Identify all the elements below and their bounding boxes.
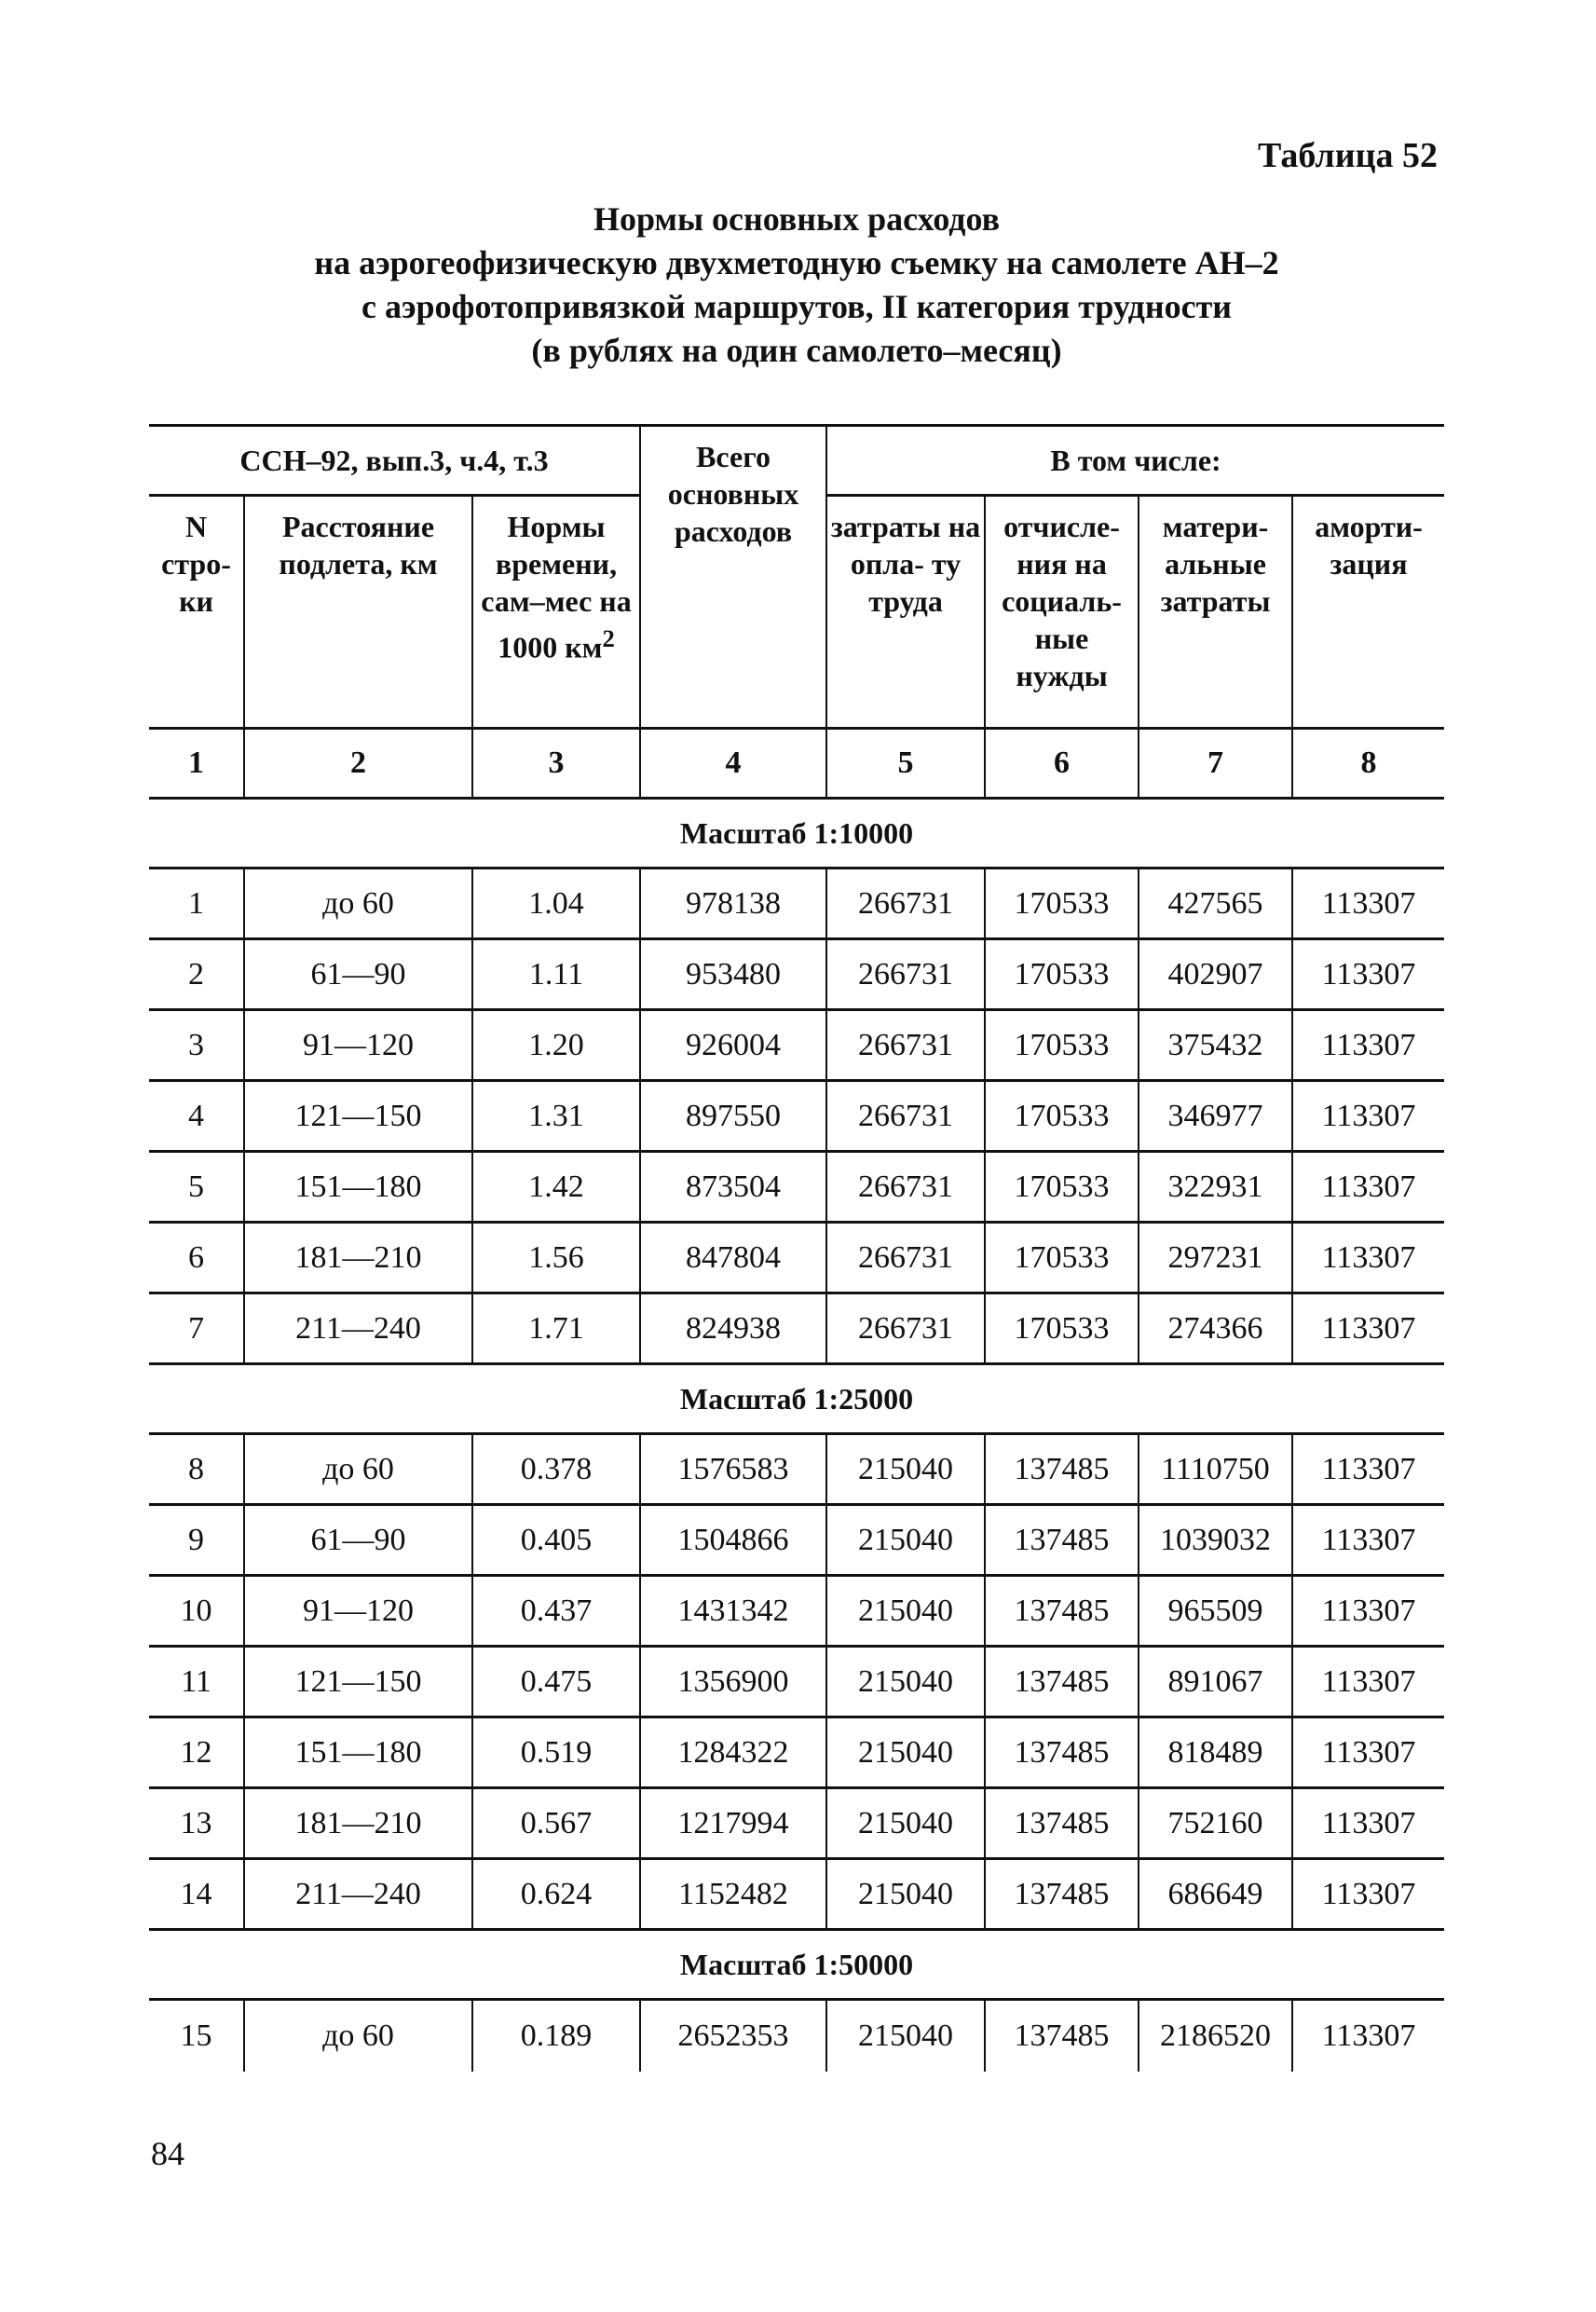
- norms-table: [149, 424, 1444, 2072]
- table-cell: 137485: [985, 1505, 1139, 1576]
- header-row-number: N стро- ки: [161, 510, 231, 618]
- title-line: Нормы основных расходов: [593, 200, 1001, 238]
- header-amortization: аморти- зация: [1292, 496, 1444, 729]
- table-cell: 211—240: [244, 1293, 472, 1364]
- table-cell: 0.567: [472, 1788, 640, 1859]
- table-cell: 891067: [1139, 1647, 1292, 1717]
- table-cell: 215040: [826, 1434, 985, 1505]
- table-cell: 113307: [1292, 1717, 1444, 1788]
- table-cell: 215040: [826, 1647, 985, 1717]
- table-row: [149, 1223, 1444, 1293]
- header-labor-cost: затраты на опла- ту труда: [826, 496, 985, 729]
- table-cell: 1.71: [472, 1293, 640, 1364]
- table-cell: 266731: [826, 1010, 985, 1081]
- table-cell: 10: [149, 1576, 244, 1647]
- title-line: с аэрофотопривязкой маршрутов, II категория трудности: [361, 288, 1232, 325]
- table-cell: 8: [149, 1434, 244, 1505]
- table-cell: 873504: [640, 1152, 826, 1223]
- scale-section-row: [149, 1930, 1444, 2000]
- table-cell: 2186520: [1139, 2000, 1292, 2073]
- column-number-row: [149, 729, 1444, 799]
- table-cell: 113307: [1292, 1223, 1444, 1293]
- table-row: [149, 1576, 1444, 1647]
- table-title: [149, 198, 1444, 373]
- table-row: [149, 1859, 1444, 1930]
- table-cell: 0.405: [472, 1505, 640, 1576]
- table-cell: 121—150: [244, 1647, 472, 1717]
- table-cell: 170533: [985, 1081, 1139, 1152]
- table-cell: до 60: [244, 1434, 472, 1505]
- table-row: [149, 1152, 1444, 1223]
- table-cell: 1217994: [640, 1788, 826, 1859]
- table-cell: 170533: [985, 1152, 1139, 1223]
- table-cell: 1504866: [640, 1505, 826, 1576]
- table-cell: 215040: [826, 2000, 985, 2073]
- table-cell: 137485: [985, 1647, 1139, 1717]
- page-number: 84: [151, 2135, 184, 2172]
- table-cell: 3: [149, 1010, 244, 1081]
- column-number: 2: [244, 729, 472, 799]
- table-cell: 0.189: [472, 2000, 640, 2073]
- table-row: [149, 1010, 1444, 1081]
- table-cell: 0.519: [472, 1717, 640, 1788]
- table-row: [149, 1434, 1444, 1505]
- table-cell: 181—210: [244, 1223, 472, 1293]
- table-cell: 274366: [1139, 1293, 1292, 1364]
- table-cell: 170533: [985, 869, 1139, 939]
- table-cell: 215040: [826, 1576, 985, 1647]
- column-number: 6: [985, 729, 1139, 799]
- table-cell: 113307: [1292, 1434, 1444, 1505]
- table-cell: 266731: [826, 1152, 985, 1223]
- table-cell: 91—120: [244, 1576, 472, 1647]
- table-cell: 11: [149, 1647, 244, 1717]
- table-cell: 266731: [826, 939, 985, 1010]
- header-time-norm: [472, 496, 640, 729]
- table-cell: 151—180: [244, 1717, 472, 1788]
- header-social: отчисле- ния на социаль- ные нужды: [985, 496, 1139, 729]
- table-row: [149, 1788, 1444, 1859]
- table-cell: 215040: [826, 1717, 985, 1788]
- table-cell: 113307: [1292, 939, 1444, 1010]
- table-cell: 926004: [640, 1010, 826, 1081]
- column-number: 7: [1139, 729, 1292, 799]
- table-cell: 170533: [985, 1293, 1139, 1364]
- table-cell: 113307: [1292, 1152, 1444, 1223]
- table-cell: 686649: [1139, 1859, 1292, 1930]
- scale-section-title: Масштаб 1:25000: [149, 1364, 1444, 1434]
- table-cell: 427565: [1139, 869, 1292, 939]
- table-cell: до 60: [244, 869, 472, 939]
- header-time-norm-sup: 2: [602, 624, 615, 652]
- table-cell: 170533: [985, 1223, 1139, 1293]
- table-row: [149, 2000, 1444, 2073]
- table-cell: 824938: [640, 1293, 826, 1364]
- scale-section-title: Масштаб 1:10000: [149, 799, 1444, 869]
- table-cell: 61—90: [244, 1505, 472, 1576]
- table-cell: 0.475: [472, 1647, 640, 1717]
- scale-section-row: [149, 799, 1444, 869]
- table-cell: 0.624: [472, 1859, 640, 1930]
- table-cell: 113307: [1292, 1576, 1444, 1647]
- table-row: [149, 1717, 1444, 1788]
- table-cell: 113307: [1292, 1010, 1444, 1081]
- table-cell: 1110750: [1139, 1434, 1292, 1505]
- table-cell: 137485: [985, 1576, 1139, 1647]
- table-cell: 1.42: [472, 1152, 640, 1223]
- table-cell: 113307: [1292, 1081, 1444, 1152]
- table-cell: 2652353: [640, 2000, 826, 2073]
- table-cell: 113307: [1292, 2000, 1444, 2073]
- title-line: (в рублях на один самолето–месяц): [531, 332, 1062, 369]
- table-cell: 2: [149, 939, 244, 1010]
- table-cell: до 60: [244, 2000, 472, 2073]
- table-cell: 266731: [826, 1293, 985, 1364]
- table-cell: 137485: [985, 1788, 1139, 1859]
- table-label: Таблица 52: [1257, 136, 1438, 175]
- column-number: 1: [149, 729, 244, 799]
- table-cell: 170533: [985, 1010, 1139, 1081]
- table-cell: 170533: [985, 939, 1139, 1010]
- table-cell: 9: [149, 1505, 244, 1576]
- table-cell: 1039032: [1139, 1505, 1292, 1576]
- table-cell: 1: [149, 869, 244, 939]
- table-row: [149, 939, 1444, 1010]
- table-cell: 113307: [1292, 869, 1444, 939]
- table-cell: 266731: [826, 1081, 985, 1152]
- table-cell: 402907: [1139, 939, 1292, 1010]
- table-cell: 322931: [1139, 1152, 1292, 1223]
- table-cell: 1.56: [472, 1223, 640, 1293]
- header-group-including: В том числе:: [826, 426, 1444, 496]
- table-cell: 818489: [1139, 1717, 1292, 1788]
- table-cell: 297231: [1139, 1223, 1292, 1293]
- table-cell: 137485: [985, 1434, 1139, 1505]
- table-cell: 346977: [1139, 1081, 1292, 1152]
- table-cell: 965509: [1139, 1576, 1292, 1647]
- table-cell: 215040: [826, 1505, 985, 1576]
- table-cell: 14: [149, 1859, 244, 1930]
- table-cell: 12: [149, 1717, 244, 1788]
- table-cell: 113307: [1292, 1859, 1444, 1930]
- table-cell: 121—150: [244, 1081, 472, 1152]
- table-cell: 897550: [640, 1081, 826, 1152]
- table-cell: 113307: [1292, 1505, 1444, 1576]
- table-cell: 15: [180, 2018, 212, 2053]
- table-cell: 266731: [826, 869, 985, 939]
- table-cell: 1284322: [640, 1717, 826, 1788]
- table-cell: 0.378: [472, 1434, 640, 1505]
- table-cell: 375432: [1139, 1010, 1292, 1081]
- table-cell: 151—180: [244, 1152, 472, 1223]
- table-cell: 1.11: [472, 939, 640, 1010]
- table-cell: 978138: [640, 869, 826, 939]
- table-cell: 953480: [640, 939, 826, 1010]
- header-group-ssn: ССН–92, вып.3, ч.4, т.3: [149, 426, 640, 496]
- column-number: 8: [1292, 729, 1444, 799]
- table-row: [149, 1293, 1444, 1364]
- table-cell: 7: [149, 1293, 244, 1364]
- table-row: [149, 1505, 1444, 1576]
- scale-section-row: [149, 1364, 1444, 1434]
- header-time-norm-text: Нормы времени, сам–мес на 1000 км: [481, 510, 632, 664]
- column-number: 4: [640, 729, 826, 799]
- scale-section-title: Масштаб 1:50000: [149, 1930, 1444, 2000]
- table-cell: 1356900: [640, 1647, 826, 1717]
- table-cell: 137485: [985, 2000, 1139, 2073]
- table-body: [149, 799, 1444, 2073]
- table-cell: 0.437: [472, 1576, 640, 1647]
- table-cell: 211—240: [244, 1859, 472, 1930]
- table-cell: 752160: [1139, 1788, 1292, 1859]
- table-cell: 1.31: [472, 1081, 640, 1152]
- table-cell: 1152482: [640, 1859, 826, 1930]
- table-row: [149, 1081, 1444, 1152]
- table-cell: 181—210: [244, 1788, 472, 1859]
- table-cell: 1576583: [640, 1434, 826, 1505]
- table-cell: 1.20: [472, 1010, 640, 1081]
- table-cell: 91—120: [244, 1010, 472, 1081]
- header-distance: Расстояние подлета, км: [244, 496, 472, 729]
- table-cell: 266731: [826, 1223, 985, 1293]
- table-cell: 215040: [826, 1788, 985, 1859]
- table-cell: 113307: [1292, 1293, 1444, 1364]
- table-row: [149, 1647, 1444, 1717]
- header-total: Всего основных расходов: [640, 426, 826, 729]
- table-cell: 137485: [985, 1717, 1139, 1788]
- table-cell: 6: [149, 1223, 244, 1293]
- table-cell: 1431342: [640, 1576, 826, 1647]
- table-cell: 61—90: [244, 939, 472, 1010]
- table-cell: 13: [149, 1788, 244, 1859]
- title-line: на аэрогеофизическую двухметодную съемку на самолете АН–2: [314, 244, 1279, 281]
- table-cell: 847804: [640, 1223, 826, 1293]
- column-number: 5: [826, 729, 985, 799]
- header-material: матери- альные затраты: [1139, 496, 1292, 729]
- table-cell: 113307: [1292, 1788, 1444, 1859]
- table-cell: 5: [149, 1152, 244, 1223]
- table-cell: 215040: [826, 1859, 985, 1930]
- table-cell: 4: [149, 1081, 244, 1152]
- table-cell: 1.04: [472, 869, 640, 939]
- table-cell: 137485: [985, 1859, 1139, 1930]
- table-row: [149, 869, 1444, 939]
- column-number: 3: [472, 729, 640, 799]
- table-cell: 113307: [1292, 1647, 1444, 1717]
